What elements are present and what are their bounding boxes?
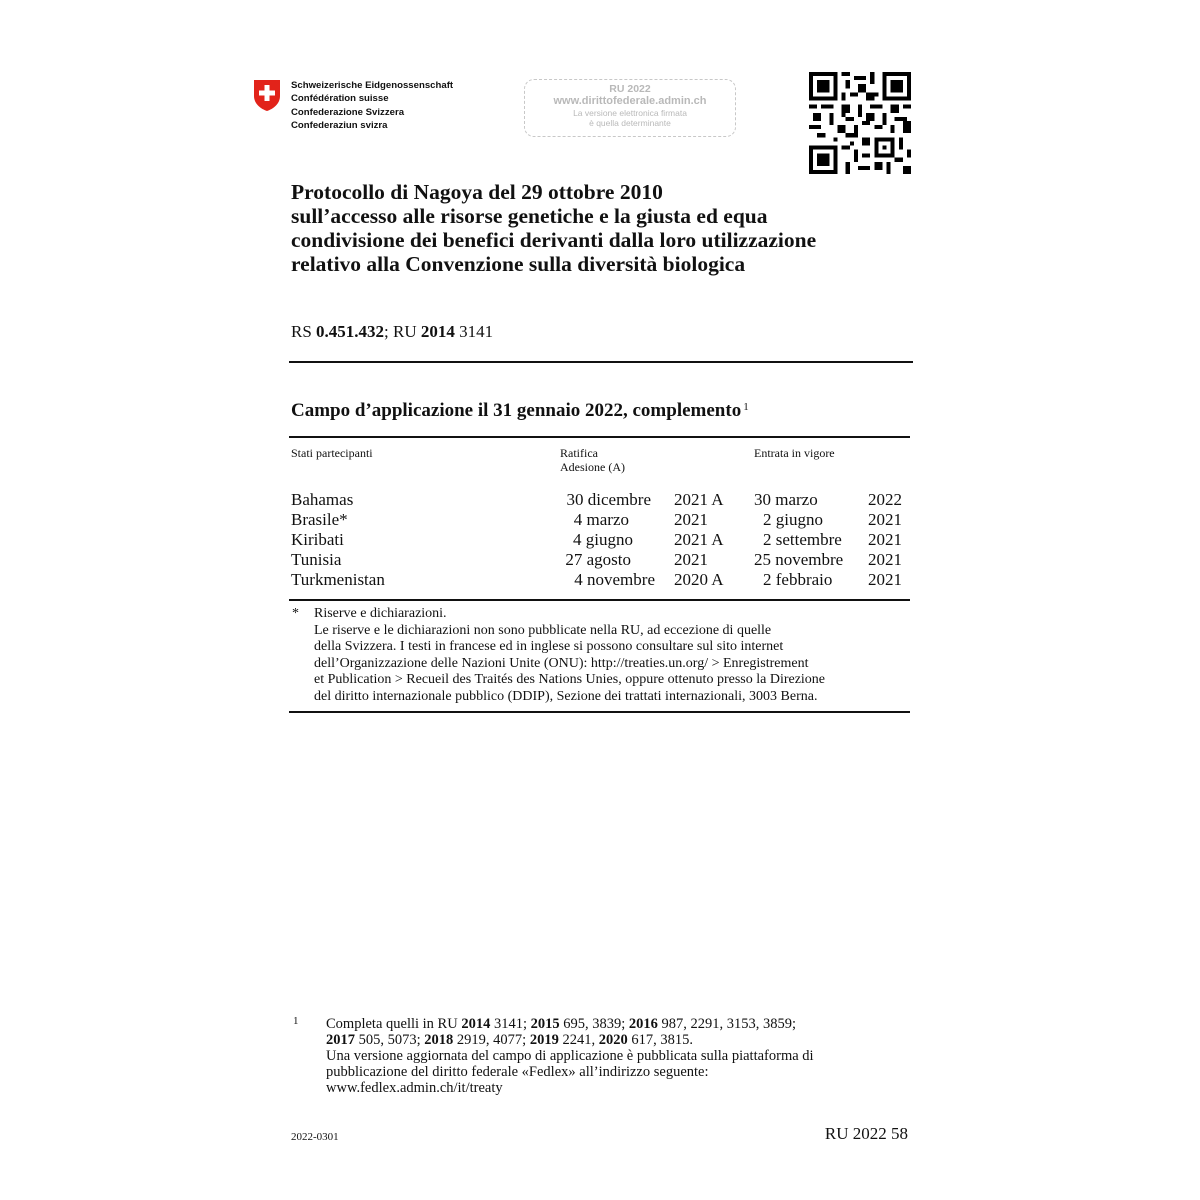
confederation-names xyxy=(291,79,453,133)
document-number: 2022-0301 xyxy=(291,1131,339,1143)
rs-number: 0.451.432 xyxy=(316,322,385,341)
cell-ratification-year: 2021 xyxy=(674,550,708,569)
confederation-name-de: Schweizerische Eidgenossenschaft xyxy=(291,80,454,91)
ru-page: 3141 xyxy=(459,322,494,341)
fn-year: 2016 xyxy=(628,1016,658,1032)
page-reference: RU 2022 58 xyxy=(824,1124,908,1143)
confederation-name-fr: Confédération suisse xyxy=(291,93,389,105)
cell-state: Kiribati xyxy=(291,530,344,549)
cell-entry-date: 2 settembre xyxy=(763,530,842,549)
title-line: Protocollo di Nagoya del 29 ottobre 2010 xyxy=(291,180,663,204)
ru-year: 2014 xyxy=(420,322,455,341)
header-entry-into-force: Entrata in vigore xyxy=(754,446,835,460)
fn-year: 2017 xyxy=(326,1032,355,1048)
table-row xyxy=(289,530,910,550)
cell-entry-date: 2 febbraio xyxy=(763,570,833,589)
title-line: sull’accesso alle risorse genetiche e la giusta ed equa xyxy=(291,204,768,228)
section-title xyxy=(291,400,749,422)
note-line: Le riserve e le dichiarazioni non sono pubblicate nella RU, ad eccezione di quelle xyxy=(314,622,772,638)
stamp-note-2: è quella determinante xyxy=(589,118,671,128)
cell-entry-year: 2021 xyxy=(868,530,902,549)
note-line: et Publication > Recueil des Traités des Nations Unies, oppure ottenuto presso la Direzione xyxy=(314,672,826,687)
cell-ratification-year: 2021 A xyxy=(674,490,724,509)
header-states: Stati partecipanti xyxy=(291,446,373,460)
footnote-line xyxy=(326,1016,814,1032)
table-row xyxy=(289,570,910,590)
fn-year: 2015 xyxy=(530,1016,560,1032)
footnote-line: Una versione aggiornata del campo di applicazione è pubblicata sulla piattaforma di xyxy=(326,1048,814,1064)
cell-state: Tunisia xyxy=(291,550,342,569)
note-line: della Svizzera. I testi in francese ed in inglese si possono consultare sul sito internet xyxy=(314,639,784,654)
fn-text: 987, 2291, 3153, 3859; xyxy=(657,1016,797,1032)
cell-ratification-year: 2020 A xyxy=(674,570,724,589)
footnote-reference[interactable]: 1 xyxy=(743,401,749,413)
table-row xyxy=(289,550,910,570)
cell-state: Brasile* xyxy=(291,510,348,529)
footnote-line xyxy=(326,1032,814,1048)
title-line: relativo alla Convenzione sulla diversità biologica xyxy=(291,252,746,276)
cell-ratification-year: 2021 xyxy=(674,510,708,529)
fn-text: 2919, 4077; xyxy=(453,1032,530,1048)
section-title-text: Campo d’applicazione il 31 gennaio 2022, complemento xyxy=(291,400,742,421)
cell-entry-date: 25 novembre xyxy=(754,550,844,569)
cell-entry-year: 2021 xyxy=(868,570,902,589)
ru-label: RU xyxy=(393,322,417,341)
header-accession: Adesione (A) xyxy=(560,460,625,474)
footnote-text xyxy=(326,1016,814,1096)
table-row xyxy=(289,510,910,530)
fedlex-link[interactable]: www.fedlex.admin.ch/it/treaty xyxy=(326,1080,503,1096)
cell-ratification-date: 30 dicembre xyxy=(566,490,651,509)
reservations-note xyxy=(314,606,825,705)
header-ratification: Ratifica xyxy=(560,446,598,460)
document-title xyxy=(291,180,911,276)
qr-code-icon xyxy=(809,72,911,174)
table-top-rule xyxy=(289,436,910,438)
table-body xyxy=(289,490,910,590)
fn-text: 695, 3839; xyxy=(559,1016,629,1032)
cell-entry-year: 2022 xyxy=(868,490,902,509)
rs-separator: ; xyxy=(384,322,389,341)
footnote-line: pubblicazione del diritto federale «Fedlex» all’indirizzo seguente: xyxy=(326,1064,709,1080)
fn-year: 2020 xyxy=(598,1032,628,1048)
table-bottom-rule xyxy=(289,599,910,601)
fn-year: 2014 xyxy=(461,1016,491,1032)
stamp-note-1: La versione elettronica firmata xyxy=(573,108,687,118)
fn-text: 505, 5073; xyxy=(355,1032,425,1048)
rs-reference xyxy=(291,322,493,342)
fn-year: 2019 xyxy=(529,1032,559,1048)
note-star: * xyxy=(292,606,299,621)
swiss-coat-of-arms-icon xyxy=(252,78,282,112)
cell-ratification-date: 4 novembre xyxy=(574,570,655,589)
stamp-ru: RU 2022 xyxy=(609,83,651,95)
note-line: Riserve e dichiarazioni. xyxy=(314,606,447,621)
cell-state: Bahamas xyxy=(291,490,354,509)
cell-entry-year: 2021 xyxy=(868,510,902,529)
title-line: condivisione dei benefici derivanti dalla loro utilizzazione xyxy=(291,228,817,252)
note-line: del diritto internazionale pubblico (DDIP), Sezione dei trattati internazionali, 3003 Berna. xyxy=(314,688,818,704)
cell-ratification-date: 27 agosto xyxy=(565,550,631,569)
electronic-signature-stamp xyxy=(524,79,736,137)
confederation-name-it: Confederazione Svizzera xyxy=(291,106,405,118)
cell-ratification-date: 4 marzo xyxy=(573,510,629,529)
stamp-url[interactable]: www.dirittofederale.admin.ch xyxy=(553,95,707,107)
notes-bottom-rule xyxy=(289,711,910,713)
title-divider xyxy=(289,361,913,363)
cell-ratification-year: 2021 A xyxy=(674,530,724,549)
cell-entry-year: 2021 xyxy=(868,550,902,569)
cell-entry-date: 30 marzo xyxy=(754,490,818,509)
fn-text: 3141; xyxy=(490,1016,531,1032)
confederation-name-rm: Confederaziun svizra xyxy=(291,120,388,132)
cell-state: Turkmenistan xyxy=(291,570,385,589)
fn-text: Completa quelli in RU xyxy=(326,1016,462,1032)
note-line: dell’Organizzazione delle Nazioni Unite (ONU): http://treaties.un.org/ > Enregistrement xyxy=(314,655,809,671)
fn-text: 617, 3815. xyxy=(627,1032,693,1048)
rs-label: RS xyxy=(291,322,312,341)
table-row xyxy=(289,490,910,510)
footnote-number: 1 xyxy=(293,1015,299,1027)
cell-ratification-date: 4 giugno xyxy=(573,530,633,549)
fn-year: 2018 xyxy=(424,1032,454,1048)
cell-entry-date: 2 giugno xyxy=(763,510,823,529)
fn-text: 2241, xyxy=(558,1032,599,1048)
